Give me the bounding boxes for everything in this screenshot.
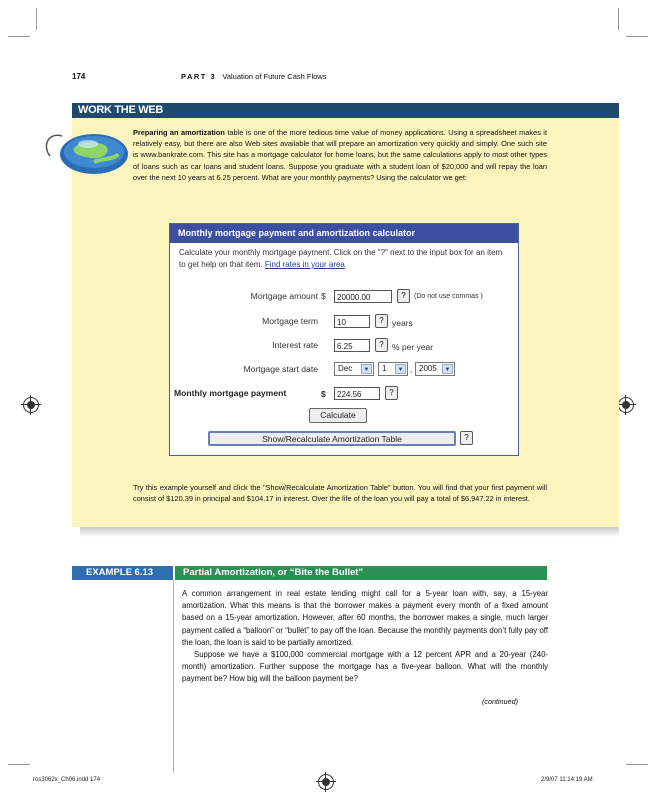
calculator-title: Monthly mortgage payment and amortization calculator xyxy=(170,224,518,243)
calculator-description xyxy=(179,247,509,271)
calculator-description-text: Calculate your monthly mortgage payment. Click on the "?" next to the input box for an item to get help on that item. xyxy=(179,248,503,269)
example-margin-rule xyxy=(173,580,174,773)
continued-note: (continued) xyxy=(482,697,518,706)
start-date-label: Mortgage start date xyxy=(243,364,318,374)
example-label: EXAMPLE 6.13 xyxy=(86,567,154,578)
chevron-down-icon: ▼ xyxy=(442,364,453,374)
work-the-web-title: WORK THE WEB xyxy=(78,104,164,116)
footer-filename: ros3062x_Ch06.indd 174 xyxy=(33,777,101,783)
example-paragraph: A common arrangement in real estate lending might call for a 5-year loan with, say, a 15-year amortization. What this means is that the borrower makes a payment every month of a fixed amount based on a 15-year amortization. However, after 60 months, the borrower makes a single, much larger payment called a “balloon” or “bullet” to pay off the loan. Because the monthly payments don’t fully pay off the loan, the loan is said to be partially amortized. xyxy=(182,589,548,647)
chevron-down-icon: ▼ xyxy=(361,364,372,374)
example-body xyxy=(182,588,548,686)
help-button[interactable]: ? xyxy=(385,386,398,400)
help-button[interactable]: ? xyxy=(375,338,388,352)
running-head xyxy=(181,72,326,81)
mortgage-amount-input[interactable]: 20000.00 xyxy=(334,290,392,303)
help-button[interactable]: ? xyxy=(375,314,388,328)
registration-mark-icon xyxy=(618,397,634,413)
start-month-select[interactable] xyxy=(334,362,374,376)
mortgage-calculator xyxy=(169,223,519,456)
intro-text: table is one of the more tedious time value of money applications. Using a spreadsheet makes it relatively easy, but there are also Web sites available that will prepare an amortization very quickly and simply. One such site is www.bankrate.com. This site has a mortgage calculator for home loans, but the same calculations apply to most other types of loans such as car loans and student loans. Suppose you graduate with a student loan of $20,000 and will repay the loan over the next 10 years at 6.25 percent. What are your monthly payments? Using the calculator we get: xyxy=(133,128,548,182)
page-number: 174 xyxy=(72,72,86,81)
example-title: Partial Amortization, or “Bite the Bullet” xyxy=(183,567,364,578)
mortgage-term-unit: years xyxy=(392,318,413,328)
currency-symbol: $ xyxy=(321,291,326,301)
amortization-table-button[interactable]: Show/Recalculate Amortization Table xyxy=(208,431,456,446)
work-the-web-followup: Try this example yourself and click the "Show/Recalculate Amortization Table" button. You will find that your first payment will consist of $120.39 in principal and $104.17 in interest. Over the life of the loan you will pay a total of $6,947.22 in interest. xyxy=(133,483,547,504)
mortgage-amount-note: (Do not use commas ) xyxy=(414,293,483,300)
chevron-down-icon: ▼ xyxy=(395,364,406,374)
mortgage-term-label: Mortgage term xyxy=(262,316,318,326)
crop-mark xyxy=(8,764,30,765)
interest-rate-input[interactable]: 6.25 xyxy=(334,339,370,352)
box-shadow xyxy=(80,527,619,537)
interest-rate-label: Interest rate xyxy=(272,340,318,350)
part-label: PART 3 xyxy=(181,72,217,81)
mortgage-term-input[interactable]: 10 xyxy=(334,315,370,328)
monthly-payment-label: Monthly mortgage payment xyxy=(174,388,287,398)
start-month-value: Dec xyxy=(338,364,353,373)
start-day-value: 1 xyxy=(382,364,387,373)
help-button[interactable]: ? xyxy=(460,431,473,445)
crop-mark xyxy=(626,764,648,765)
mortgage-amount-label: Mortgage amount xyxy=(250,291,318,301)
start-day-select[interactable] xyxy=(378,362,408,376)
monthly-payment-output: 224.56 xyxy=(334,387,380,400)
footer-timestamp: 2/9/07 11:14:19 AM xyxy=(541,777,593,783)
crop-mark xyxy=(618,8,619,30)
currency-symbol: $ xyxy=(321,389,326,399)
crop-mark xyxy=(8,36,30,37)
example-paragraph: Suppose we have a $100,000 commercial mortgage with a 12 percent APR and a 20-year (240-month) amortization. Further suppose the mortgage has a five-year balloon. What will the monthly payment be? How big will the balloon payment be? xyxy=(182,650,548,684)
interest-rate-unit: % per year xyxy=(392,342,434,352)
date-separator: , xyxy=(410,365,413,374)
registration-mark-icon xyxy=(318,774,334,790)
crop-mark xyxy=(626,36,648,37)
example-title-bar xyxy=(175,566,547,580)
example-label-bar xyxy=(72,566,173,580)
help-button[interactable]: ? xyxy=(397,289,410,303)
start-year-value: 2005 xyxy=(419,364,437,373)
find-rates-link[interactable]: Find rates in your area xyxy=(264,260,345,269)
calculate-button[interactable]: Calculate xyxy=(309,408,367,423)
intro-lead: Preparing an amortization xyxy=(133,128,225,137)
registration-mark-icon xyxy=(23,397,39,413)
computer-mouse-icon xyxy=(42,126,132,180)
work-the-web-intro xyxy=(133,127,547,183)
crop-mark xyxy=(36,8,37,30)
work-the-web-header xyxy=(72,103,619,118)
start-year-select[interactable] xyxy=(415,362,455,376)
part-title: Valuation of Future Cash Flows xyxy=(222,72,327,81)
